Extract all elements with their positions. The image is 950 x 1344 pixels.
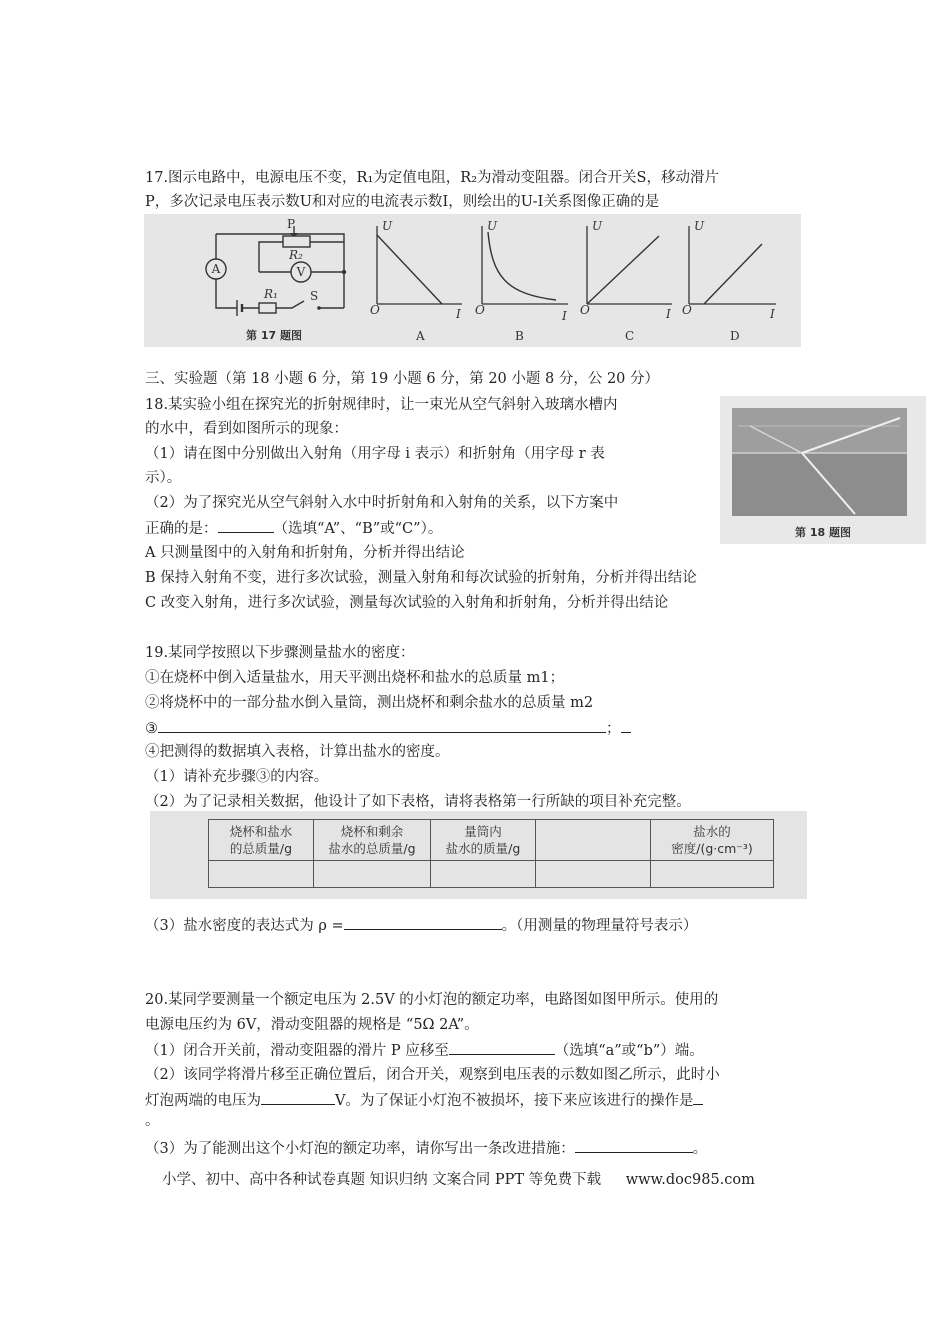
q18-option-b: B 保持入射角不变，进行多次试验，测量入射角和每次试验的折射角，分析并得出结论 (145, 570, 697, 586)
q18-figure (720, 396, 926, 544)
q20-part2-line3: 。 (145, 1113, 160, 1129)
q19-line1: 19.某同学按照以下步骤测量盐水的密度： (145, 645, 415, 661)
r1-resistor (259, 303, 276, 313)
q20-line1: 20.某同学要测量一个额定电压为 2.5V 的小灯泡的额定功率，电路图如图甲所示。使用的 (145, 992, 719, 1008)
footer (162, 1170, 755, 1190)
r1-label: R₁ (264, 287, 278, 301)
q20-voltage-blank[interactable] (261, 1090, 335, 1105)
table-header-cell: 量筒内 盐水的质量/g (431, 820, 536, 861)
graph-a (370, 219, 462, 343)
q18-figure-caption: 第 18 题图 (795, 526, 851, 539)
svg-text:I: I (770, 307, 775, 321)
table-header-cell: 烧杯和盐水 的总质量/g (209, 820, 314, 861)
q19-part1: （1）请补充步骤③的内容。 (145, 769, 329, 785)
q19-step3-number: ③ (145, 721, 158, 737)
q18-option-a: A 只测量图中的入射角和折射角，分析并得出结论 (145, 545, 465, 561)
svg-text:U: U (694, 219, 705, 233)
graph-b (475, 219, 568, 343)
q18-answer-hint: （选填“A”、“B”或“C”）。 (273, 521, 443, 537)
svg-text:B: B (515, 329, 524, 343)
svg-text:D: D (730, 329, 740, 343)
q18-answer-prompt: 正确的是： (145, 521, 218, 537)
q19-table-figure (150, 811, 807, 899)
q20-improve-prompt: （3）为了能测出这个小灯泡的额定功率，请你写出一条改进措施： (145, 1141, 575, 1157)
table-header-row (209, 820, 774, 861)
q19-step1: ①在烧杯中倒入适量盐水，用天平测出烧杯和盐水的总质量 m1； (145, 670, 565, 686)
svg-text:U: U (382, 219, 393, 233)
q20-part1 (145, 1040, 704, 1061)
graph-c (580, 219, 672, 343)
svg-text:C: C (625, 329, 635, 343)
q19-part3 (145, 915, 697, 936)
q20-operation-blank[interactable] (693, 1090, 703, 1105)
q19-step3-blank[interactable] (158, 718, 606, 733)
q20-improve-blank[interactable] (575, 1138, 693, 1153)
q18-line6 (145, 518, 442, 539)
footer-text: 小学、初中、高中各种试卷真题 知识归纳 文案合同 PPT 等免费下载 (162, 1172, 602, 1188)
q20-improve-end: 。 (692, 1141, 708, 1157)
q20-part3 (145, 1138, 707, 1159)
table-row (209, 861, 774, 888)
q19-density-hint: 。（用测量的物理量符号表示） (501, 918, 698, 934)
table-cell[interactable] (314, 861, 431, 888)
q19-step3 (145, 718, 631, 739)
q17-line1: 17.图示电路中，电源电压不变，R₁为定值电阻，R₂为滑动变阻器。闭合开关S，移动滑片 (145, 170, 719, 186)
svg-text:O: O (370, 303, 380, 317)
q19-step3-semicolon: ； (606, 721, 621, 737)
table-header-cell: 烧杯和剩余 盐水的总质量/g (314, 820, 431, 861)
q20-part2-line2 (145, 1090, 703, 1111)
q20-voltage-prompt: 灯泡两端的电压为 (145, 1093, 261, 1109)
q20-line2: 电源电压约为 6V，滑动变阻器的规格是 “5Ω 2A”。 (145, 1017, 479, 1033)
svg-text:O: O (580, 303, 590, 317)
q18-line1: 18.某实验小组在探究光的折射规律时，让一束光从空气斜射入玻璃水槽内 (145, 397, 618, 413)
q20-part1-hint: （选填“a”或“b”）端。 (554, 1043, 704, 1059)
q17-line2: P，多次记录电压表示数U和对应的电流表示数I，则绘出的U-I关系图像正确的是 (145, 194, 660, 210)
q19-step2: ②将烧杯中的一部分盐水倒入量筒，测出烧杯和剩余盐水的总质量 m2 (145, 695, 594, 711)
table-header-missing-cell[interactable] (536, 820, 651, 861)
table-cell[interactable] (431, 861, 536, 888)
svg-text:O: O (682, 303, 692, 317)
table-cell[interactable] (651, 861, 774, 888)
svg-text:U: U (592, 219, 603, 233)
r2-resistor (283, 236, 310, 247)
q19-step4: ④把测得的数据填入表格，计算出盐水的密度。 (145, 744, 450, 760)
q18-option-c: C 改变入射角，进行多次试验，测量每次试验的入射角和折射角，分析并得出结论 (145, 595, 669, 611)
q19-data-table (208, 819, 774, 888)
q20-part2-line1: （2）该同学将滑片移至正确位置后，闭合开关，观察到电压表的示数如图乙所示，此时小 (145, 1067, 720, 1083)
graph-d (682, 219, 776, 343)
table-cell[interactable] (209, 861, 314, 888)
q18-line4: 示）。 (145, 470, 182, 486)
q18-line3: （1）请在图中分别做出入射角（用字母 i 表示）和折射角（用字母 r 表 (145, 446, 605, 462)
q19-density-blank[interactable] (344, 915, 502, 930)
q18-line5: （2）为了探究光从空气斜射入水中时折射角和入射角的关系，以下方案中 (145, 495, 619, 511)
r2-label: R₂ (289, 248, 303, 262)
q20-slider-blank[interactable] (449, 1040, 555, 1055)
ammeter-label: A (211, 262, 221, 276)
svg-text:U: U (487, 219, 498, 233)
table-cell[interactable] (536, 861, 651, 888)
svg-text:I: I (562, 309, 567, 323)
section-3-heading: 三、实验题（第 18 小题 6 分，第 19 小题 6 分，第 20 小题 8 分，公 20 分） (145, 371, 660, 387)
svg-text:I: I (456, 307, 461, 321)
voltmeter-label: V (296, 265, 306, 279)
junction-dot (342, 270, 346, 274)
switch-label: S (310, 289, 319, 303)
svg-text:I: I (666, 307, 671, 321)
q20-operation-prompt: V。为了保证小灯泡不被损坏，接下来应该进行的操作是 (335, 1093, 694, 1109)
q17-figure (144, 214, 801, 347)
q19-density-prompt: （3）盐水密度的表达式为 ρ = (145, 918, 344, 934)
switch-contact (317, 306, 321, 310)
q20-part1-prompt: （1）闭合开关前，滑动变阻器的滑片 P 应移至 (145, 1043, 449, 1059)
circuit-wires (216, 226, 344, 308)
q18-line2: 的水中，看到如图所示的现象： (145, 421, 348, 437)
q19-part2: （2）为了记录相关数据，他设计了如下表格，请将表格第一行所缺的项目补充完整。 (145, 794, 691, 810)
q18-answer-blank[interactable] (218, 518, 274, 533)
q17-figure-svg (144, 214, 801, 347)
slider-label: P (287, 217, 296, 231)
q18-figure-svg (720, 396, 926, 544)
svg-text:O: O (475, 303, 485, 317)
footer-url[interactable]: www.doc985.com (625, 1172, 755, 1188)
svg-text:A: A (416, 329, 425, 343)
q17-figure-caption: 第 17 题图 (246, 329, 302, 342)
table-header-cell: 盐水的 密度/(g·cm⁻³) (651, 820, 774, 861)
